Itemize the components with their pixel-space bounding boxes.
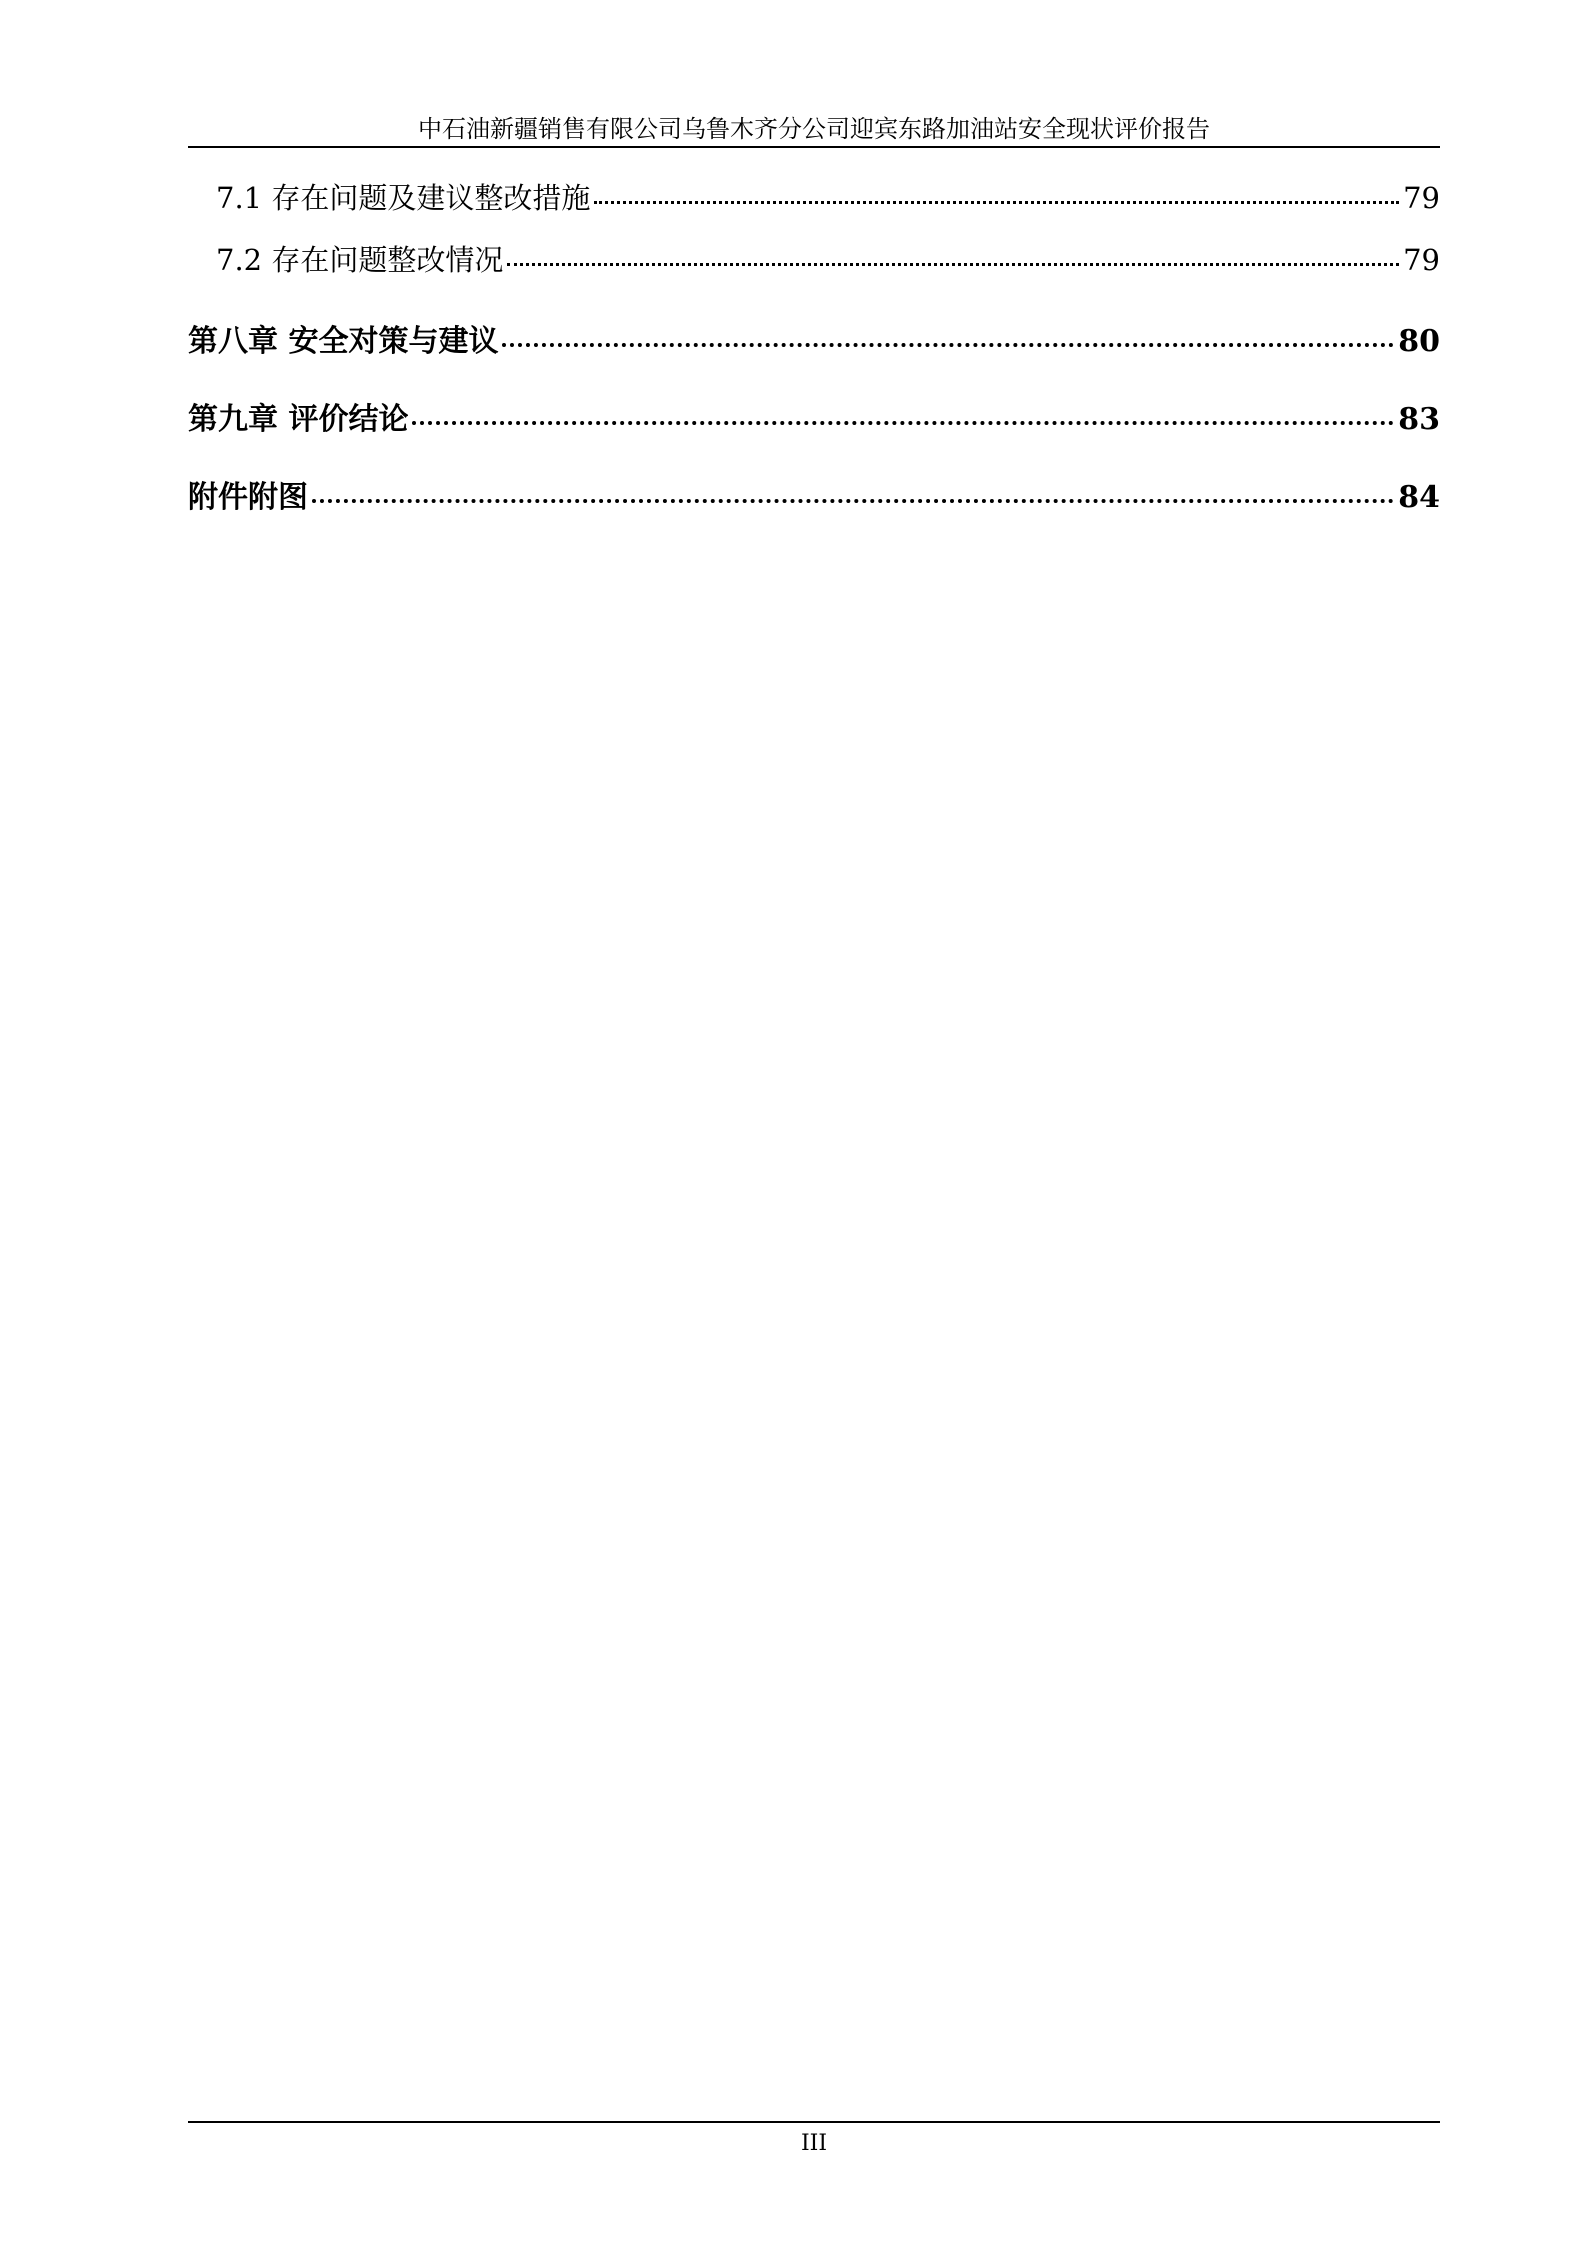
toc-entry-label: 第八章 安全对策与建议 — [188, 324, 499, 359]
toc-entry-page: 79 — [1403, 181, 1440, 215]
header-divider — [188, 146, 1440, 148]
toc-entry-page: 83 — [1398, 402, 1440, 437]
toc-entry-chapter-8[interactable] — [188, 316, 1440, 360]
toc-entry-label: 7.2 存在问题整改情况 — [216, 243, 504, 277]
toc-entry-attachments[interactable] — [188, 472, 1440, 516]
footer-divider — [188, 2121, 1440, 2123]
toc-dot-leader — [312, 499, 1394, 503]
page-header-title: 中石油新疆销售有限公司乌鲁木齐分公司迎宾东路加油站安全现状评价报告 — [418, 115, 1210, 143]
toc-dot-leader — [507, 263, 1399, 266]
toc-entry-label: 第九章 评价结论 — [188, 402, 409, 437]
page-number: III — [800, 2131, 828, 2156]
toc-dot-leader — [594, 201, 1399, 204]
toc-entry-page: 80 — [1398, 324, 1440, 359]
toc-entry-7-2[interactable] — [188, 238, 1440, 279]
toc-entry-page: 84 — [1398, 480, 1440, 515]
toc-entry-page: 79 — [1403, 243, 1440, 277]
toc-entry-label: 7.1 存在问题及建议整改措施 — [216, 181, 591, 215]
toc-entry-label: 附件附图 — [188, 480, 308, 515]
toc-entry-chapter-9[interactable] — [188, 394, 1440, 438]
toc-entry-7-1[interactable] — [188, 176, 1440, 217]
toc-dot-leader — [502, 343, 1394, 347]
toc-dot-leader — [412, 421, 1394, 425]
